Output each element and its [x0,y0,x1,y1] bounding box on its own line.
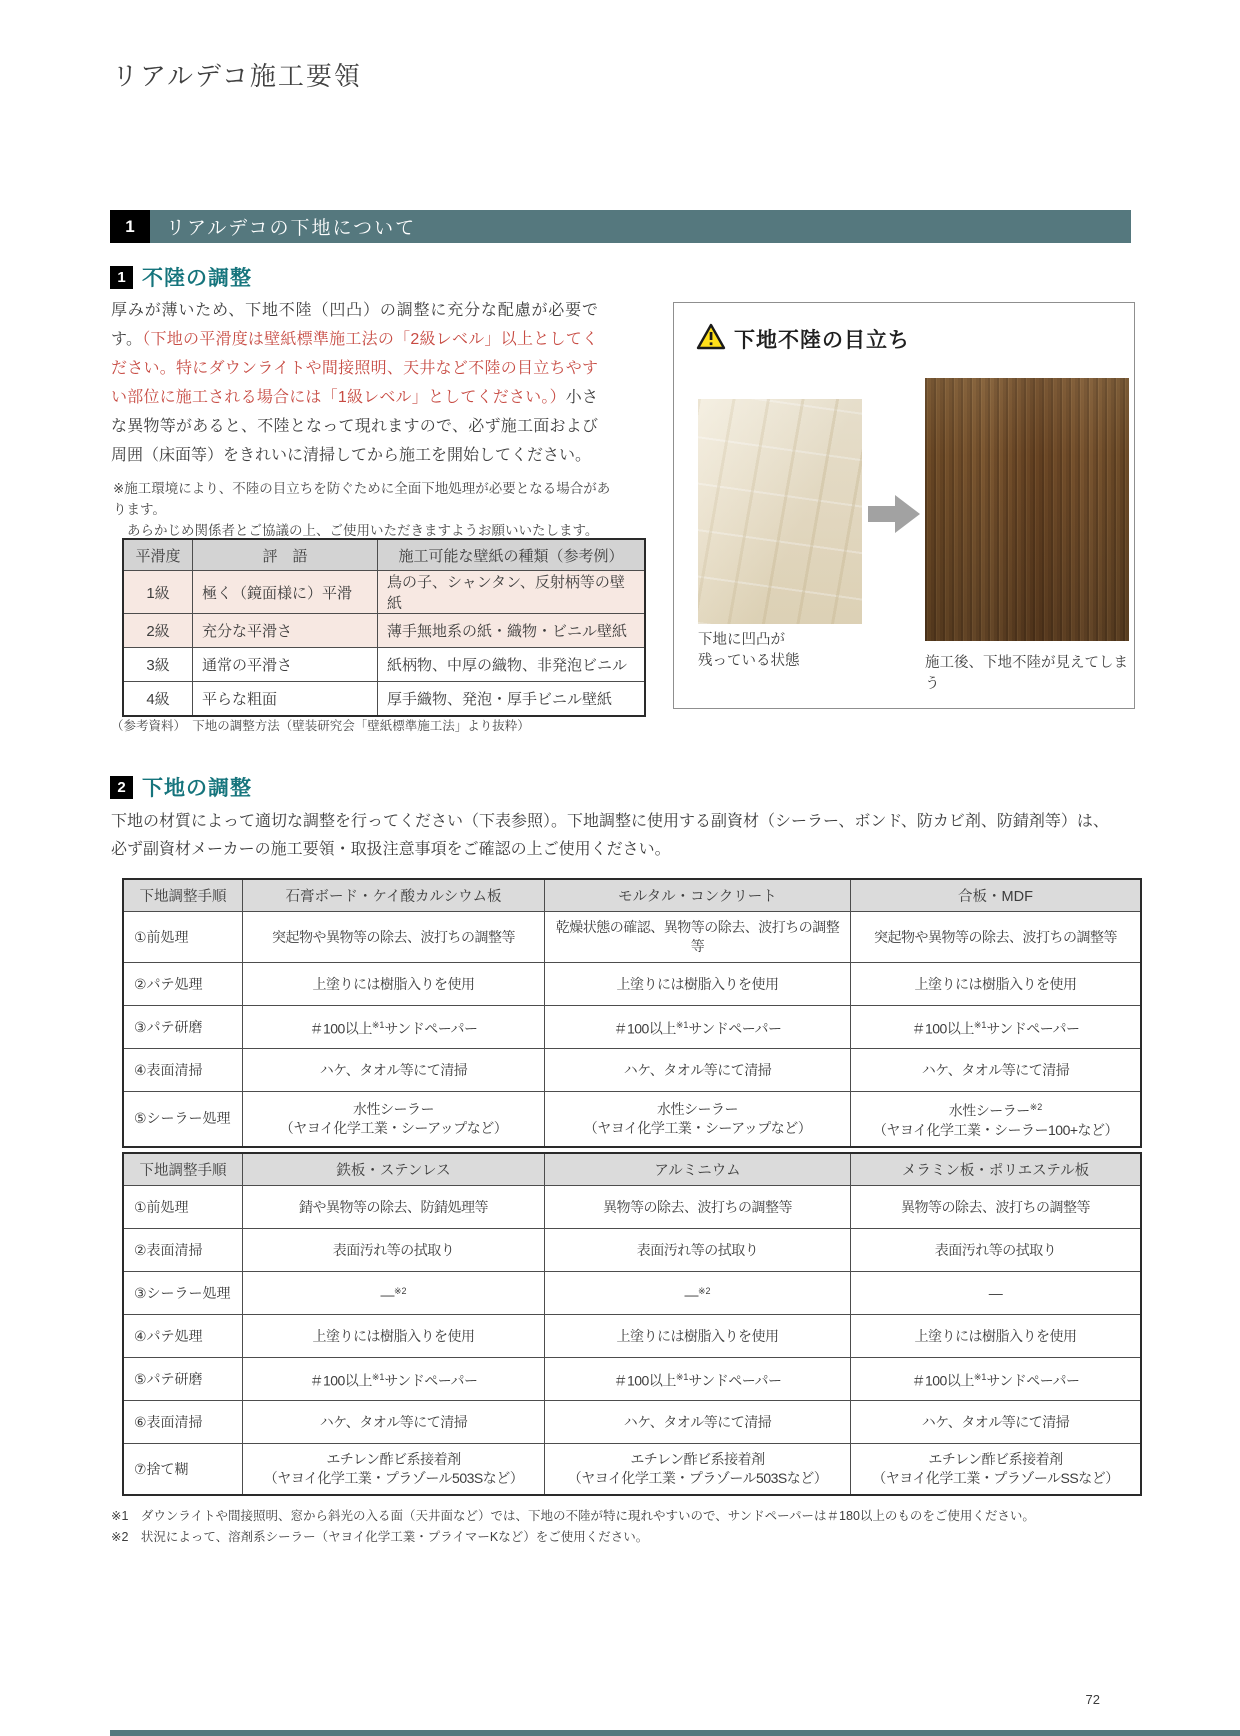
table-row [123,1092,1141,1147]
subsection-1-heading [110,262,252,292]
table-cell: ハケ、タオル等にて清掃 [851,1049,1142,1092]
table-cell: 上塗りには樹脂入りを使用 [243,963,545,1006]
table-cell: 紙柄物、中厚の織物、非発泡ビニル [378,648,646,682]
section-title: リアルデコの下地について [166,218,417,239]
table-cell: 上塗りには樹脂入りを使用 [545,963,851,1006]
subsection-2-heading [110,772,252,802]
intro-line: 必ず副資材メーカーの施工要領・取扱注意事項をご確認の上ご使用ください。 [111,841,671,858]
subsection-number-badge: 2 [110,776,133,799]
table-cell: 2級 [123,614,193,648]
table-cell: 厚手織物、発泡・厚手ビニル壁紙 [378,682,646,717]
table-cell: ＃100以上$^{※1}$サンドペーパー [545,1358,851,1401]
unevenness-callout-box [673,302,1135,709]
table-cell: ハケ、タオル等にて清掃 [545,1401,851,1444]
subsection-title: 下地の調整 [142,777,252,800]
table-cell: ＃100以上$^{※1}$サンドペーパー [851,1006,1142,1049]
paragraph: 厚みが薄いため、下地不陸（凹凸）の調整に充分な配慮が必要です。 [111,302,598,348]
table-row [123,963,1141,1006]
column-header: 評 語 [193,539,378,571]
table-row [123,1401,1141,1444]
table-row [123,1444,1141,1496]
callout-title-row [696,323,910,355]
section-2-intro [111,808,1141,864]
table-cell: ＃100以上$^{※1}$サンドペーパー [545,1006,851,1049]
table-cell: 水性シーラー$^{※2}$ （ヤヨイ化学工業・シーラー100+など） [851,1092,1142,1147]
table-cell: ― [851,1272,1142,1315]
table-cell: 極く（鏡面様に）平滑 [193,571,378,614]
table-cell: ⑥表面清掃 [123,1401,243,1444]
arrow-right-icon [868,493,920,540]
table-row [123,1315,1141,1358]
table-cell: 突起物や異物等の除去、波打ちの調整等 [851,912,1142,963]
table-cell: 充分な平滑さ [193,614,378,648]
note-line: ※施工環境により、不陸の目立ちを防ぐために全面下地処理が必要となる場合があります。 [113,481,611,517]
table-cell: ハケ、タオル等にて清掃 [243,1049,545,1092]
table-row [123,614,645,648]
column-header: 施工可能な壁紙の種類（参考例） [378,539,646,571]
footnote-2: ※2 状況によって、溶剤系シーラー（ヤヨイ化学工業・プライマーKなど）をご使用ください。 [111,1530,649,1544]
callout-title: 下地不陸の目立ち [734,329,910,352]
smoothness-table [122,538,646,717]
table-cell: ―$^{※2}$ [545,1272,851,1315]
column-header: メラミン板・ポリエステル板 [851,1153,1142,1186]
table-cell: 薄手無地系の紙・織物・ビニル壁紙 [378,614,646,648]
table-cell: ハケ、タオル等にて清掃 [851,1401,1142,1444]
adjustment-table-a [122,878,1142,1148]
table-cell: 上塗りには樹脂入りを使用 [851,963,1142,1006]
table-cell: 乾燥状態の確認、異物等の除去、波打ちの調整等 [545,912,851,963]
table-cell: ③パテ研磨 [123,1006,243,1049]
page-title: リアルデコ施工要領 [112,61,362,91]
footer-accent-bar [110,1730,1240,1736]
table-cell: ―$^{※2}$ [243,1272,545,1315]
table-row [123,682,645,717]
table-cell: 表面汚れ等の拭取り [545,1229,851,1272]
table-row [123,1272,1141,1315]
column-header: モルタル・コンクリート [545,879,851,912]
photo-caption-right: 施工後、下地不陸が見えてしまう [925,655,1128,692]
table-cell: ハケ、タオル等にて清掃 [243,1401,545,1444]
table-cell: ⑤パテ研磨 [123,1358,243,1401]
table-cell: 異物等の除去、波打ちの調整等 [851,1186,1142,1229]
table-cell: 上塗りには樹脂入りを使用 [545,1315,851,1358]
column-header: 鉄板・ステンレス [243,1153,545,1186]
table-cell: 平らな粗面 [193,682,378,717]
table-cell: ④表面清掃 [123,1049,243,1092]
table-cell: ②パテ処理 [123,963,243,1006]
subsection-number-badge: 1 [110,266,133,289]
section-1-band [110,210,1131,243]
footnote-1: ※1 ダウンライトや間接照明、窓から斜光の入る面（天井面など）では、下地の不陸が特に現れやすいので、サンドペーパーは＃180以上のものをご使用ください。 [111,1509,1035,1523]
adjustment-table-b [122,1152,1142,1496]
table-row [123,1358,1141,1401]
table-cell: 上塗りには樹脂入りを使用 [851,1315,1142,1358]
photo-caption-left: 下地に凹凸が 残っている状態 [698,632,800,669]
table-cell: ④パテ処理 [123,1315,243,1358]
table-row [123,648,645,682]
section-number-badge: 1 [110,210,150,243]
page-number: 72 [1085,1692,1100,1707]
warning-icon [696,323,726,355]
table-cell: エチレン酢ビ系接着剤 （ヤヨイ化学工業・プラゾール503Sなど） [243,1444,545,1496]
table-row [123,912,1141,963]
column-header: 下地調整手順 [123,879,243,912]
column-header: アルミニウム [545,1153,851,1186]
table-cell: 表面汚れ等の拭取り [851,1229,1142,1272]
table-cell: ＃100以上$^{※1}$サンドペーパー [243,1358,545,1401]
paragraph: 小さな異物等があると、不陸となって現れますので、必ず施工面および周囲（床面等）をきれいに清掃してから施工を開始してください。 [111,389,598,464]
table-cell: 上塗りには樹脂入りを使用 [243,1315,545,1358]
table-row [123,571,645,614]
table-cell: ①前処理 [123,1186,243,1229]
table-cell: ②表面清掃 [123,1229,243,1272]
table-cell: ③シーラー処理 [123,1272,243,1315]
table-cell: ハケ、タオル等にて清掃 [545,1049,851,1092]
table-cell: 突起物や異物等の除去、波打ちの調整等 [243,912,545,963]
note-line: あらかじめ関係者とご協議の上、ご使用いただきますようお願いいたします。 [127,523,599,538]
table-cell: 水性シーラー （ヤヨイ化学工業・シーアップなど） [545,1092,851,1147]
table-cell: ①前処理 [123,912,243,963]
table-cell: 1級 [123,571,193,614]
table-cell: 通常の平滑さ [193,648,378,682]
footnote-block [113,478,613,541]
table-cell: ＃100以上$^{※1}$サンドペーパー [851,1358,1142,1401]
uneven-substrate-photo [698,399,862,624]
footnotes [111,1506,1035,1548]
column-header: 下地調整手順 [123,1153,243,1186]
finished-wood-photo [925,378,1129,641]
column-header: 平滑度 [123,539,193,571]
table-row [123,1049,1141,1092]
column-header: 石膏ボード・ケイ酸カルシウム板 [243,879,545,912]
table-cell: ⑦捨て糊 [123,1444,243,1496]
subsection-title: 不陸の調整 [142,267,252,290]
table-cell: ＃100以上$^{※1}$サンドペーパー [243,1006,545,1049]
table-row [123,1006,1141,1049]
table-cell: 鳥の子、シャンタン、反射柄等の壁紙 [378,571,646,614]
table-caption: （参考資料） 下地の調整方法（壁装研究会「壁紙標準施工法」より抜粋） [111,719,530,733]
body-paragraphs [111,296,598,470]
column-header: 合板・MDF [851,879,1142,912]
table-cell: 水性シーラー （ヤヨイ化学工業・シーアップなど） [243,1092,545,1147]
table-cell: ⑤シーラー処理 [123,1092,243,1147]
table-cell: 4級 [123,682,193,717]
table-cell: 異物等の除去、波打ちの調整等 [545,1186,851,1229]
intro-line: 下地の材質によって適切な調整を行ってください（下表参照）。下地調整に使用する副資材（シーラー、ボンド、防カビ剤、防錆剤等）は、 [111,813,1109,830]
table-cell: 表面汚れ等の拭取り [243,1229,545,1272]
paragraph-warning-red: （下地の平滑度は壁紙標準施工法の「2級レベル」以上としてください。特にダウンライトや間接照明、天井など不陸の目立ちやすい部位に施工される場合には「1級レベル」としてください。） [111,331,598,406]
table-row [123,1229,1141,1272]
table-cell: エチレン酢ビ系接着剤 （ヤヨイ化学工業・プラゾール503Sなど） [545,1444,851,1496]
table-cell: 3級 [123,648,193,682]
table-cell: 錆や異物等の除去、防錆処理等 [243,1186,545,1229]
table-row [123,1186,1141,1229]
table-cell: エチレン酢ビ系接着剤 （ヤヨイ化学工業・プラゾールSSなど） [851,1444,1142,1496]
